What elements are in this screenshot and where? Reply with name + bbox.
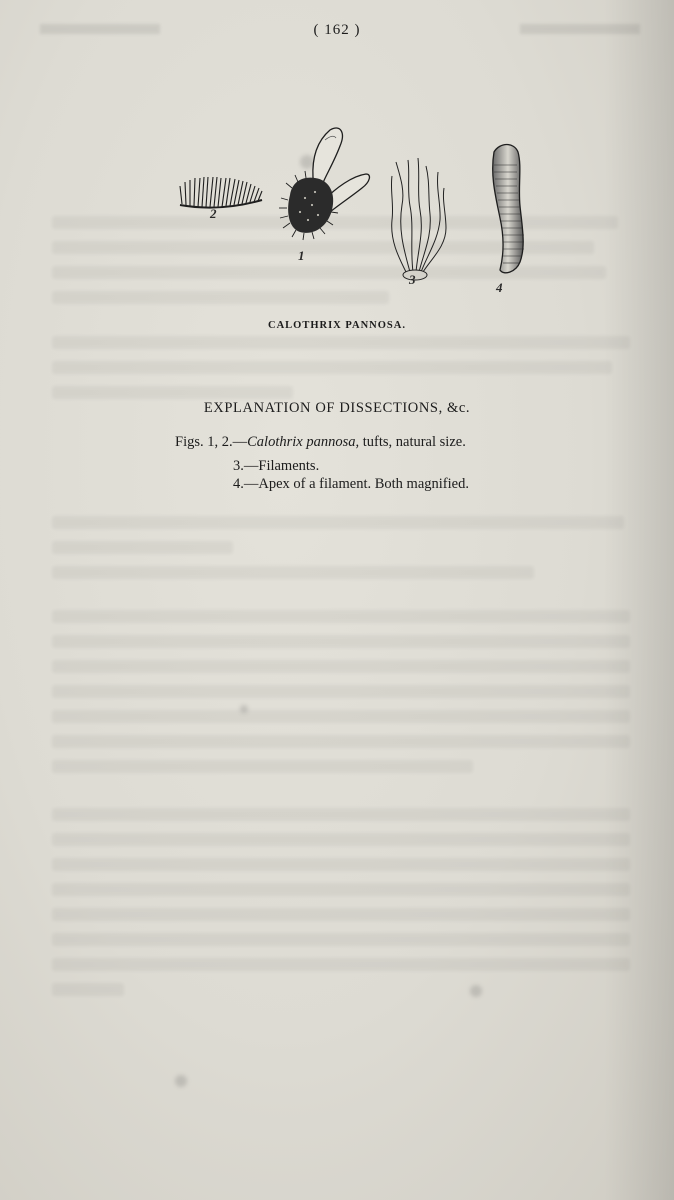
- explanation-line-rest: tufts, natural size.: [359, 434, 466, 450]
- figure-2-tuft: [180, 177, 262, 208]
- page-number: ( 162 ): [313, 22, 361, 38]
- figure-label-2: 2: [210, 206, 217, 221]
- paper-spot: [240, 705, 248, 713]
- figure-3-filaments: [391, 158, 446, 280]
- figure-label-3: 3: [409, 272, 416, 287]
- explanation-line-fig-4: 4.—Apex of a filament. Both magnified.: [233, 476, 469, 492]
- figure-4-filament-apex: [493, 145, 524, 273]
- figure-caption: CALOTHRIX PANNOSA.: [268, 320, 406, 331]
- illustration: [0, 0, 674, 320]
- paper-spot: [175, 1075, 187, 1087]
- bleed-through-text: [52, 610, 654, 785]
- explanation-heading: EXPLANATION OF DISSECTIONS, &c.: [203, 400, 471, 416]
- figure-1-tuft: [279, 128, 369, 240]
- explanation-line-figs-1-2: [175, 434, 466, 451]
- species-name: Calothrix pannosa,: [247, 434, 360, 450]
- paper-spot: [470, 985, 482, 997]
- explanation-line-fig-3: 3.—Filaments.: [233, 458, 320, 474]
- explanation-line-prefix: Figs. 1, 2.—: [175, 434, 248, 450]
- calothrix-illustration: [0, 0, 674, 320]
- bleed-through-text: [52, 516, 654, 591]
- figure-label-1: 1: [298, 248, 305, 263]
- bleed-through-text: [52, 808, 654, 1008]
- figure-label-4: 4: [496, 280, 503, 295]
